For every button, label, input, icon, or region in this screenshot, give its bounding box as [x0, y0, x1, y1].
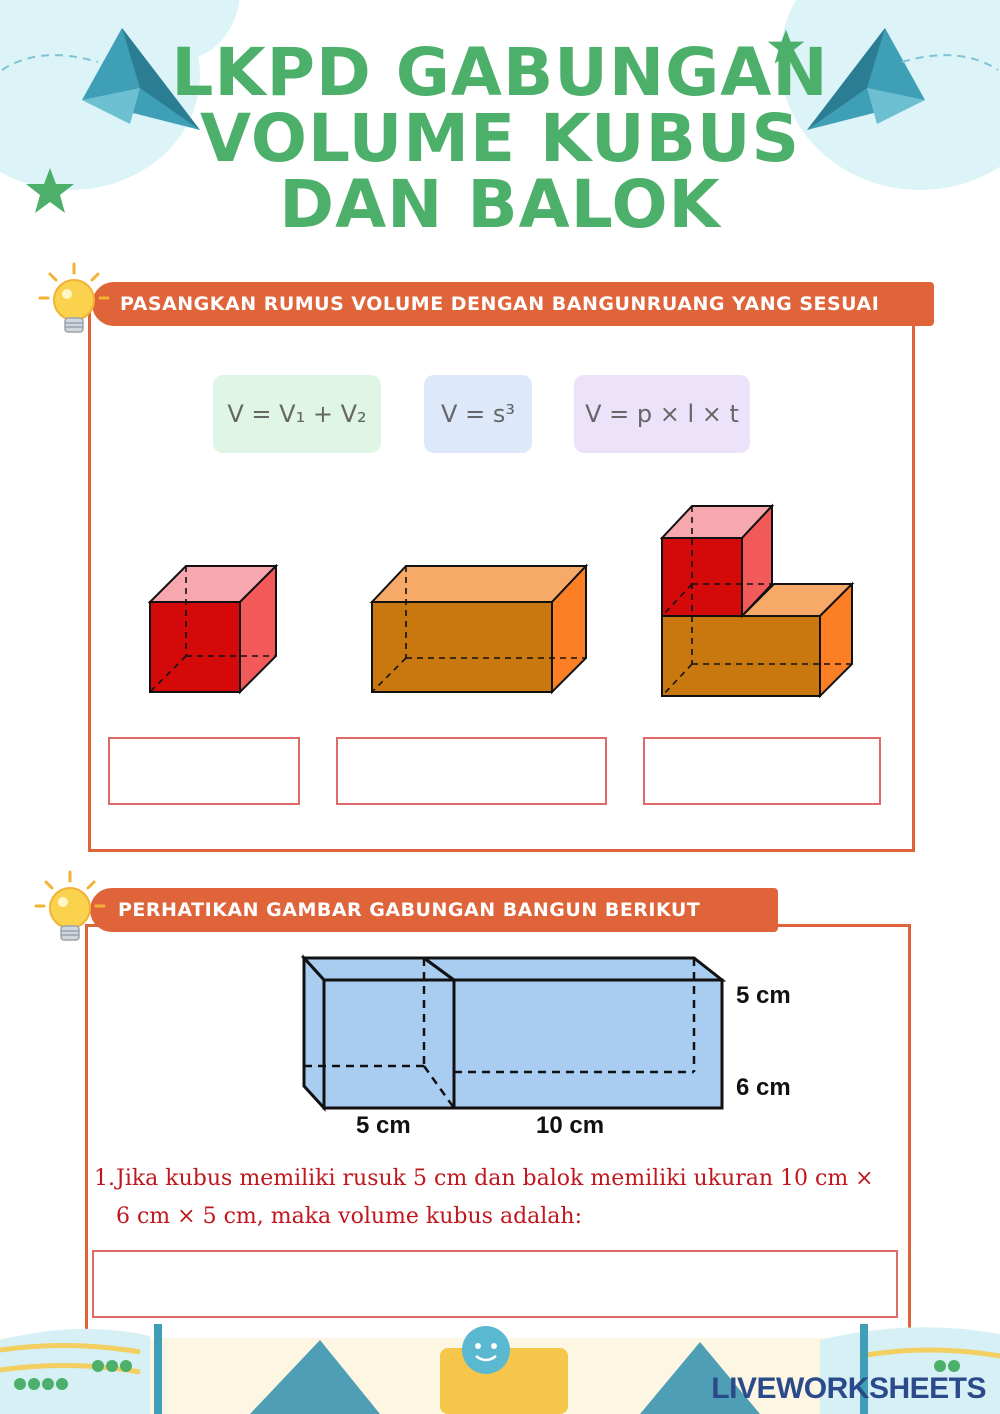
formula-chip-combined[interactable]: V = V₁ + V₂	[213, 375, 381, 453]
answer-drop-box-cube[interactable]	[108, 737, 300, 805]
dimension-label-width: 6 cm	[736, 1074, 791, 1101]
page-title	[0, 34, 1000, 243]
formula-chip-cube[interactable]: V = s³	[424, 375, 532, 453]
section-banner: PERHATIKAN GAMBAR GABUNGAN BANGUN BERIKUT	[90, 888, 778, 932]
liveworksheets-watermark[interactable]: LIVEWORKSHEETS	[711, 1372, 986, 1405]
question-number: 1.	[94, 1166, 115, 1191]
title-line: DAN BALOK	[279, 166, 721, 243]
question-1	[94, 1160, 874, 1236]
dimension-label-height: 5 cm	[736, 982, 791, 1009]
dimension-label-cuboid-length: 10 cm	[536, 1112, 605, 1139]
answer-drop-box-combined[interactable]	[643, 737, 881, 805]
combined-shape	[658, 502, 858, 700]
answer-drop-box-cuboid[interactable]	[336, 737, 607, 805]
combined-cube-cuboid-figure	[300, 954, 728, 1114]
lightbulb-icon	[32, 870, 108, 950]
formula-chip-cuboid[interactable]: V = p × l × t	[574, 375, 750, 453]
title-line: LKPD GABUNGAN	[171, 34, 829, 111]
cuboid-shape	[368, 562, 590, 696]
question-text: Jika kubus memiliki rusuk 5 cm dan balok memiliki ukuran 10 cm × 6 cm × 5 cm, maka volume kubus adalah:	[116, 1166, 874, 1229]
lightbulb-icon	[36, 262, 112, 342]
section-banner: PASANGKAN RUMUS VOLUME DENGAN BANGUNRUANG YANG SESUAI	[92, 282, 934, 326]
dimension-label-cube-edge: 5 cm	[356, 1112, 411, 1139]
title-line: VOLUME KUBUS	[199, 100, 801, 177]
cube-shape	[146, 562, 280, 696]
